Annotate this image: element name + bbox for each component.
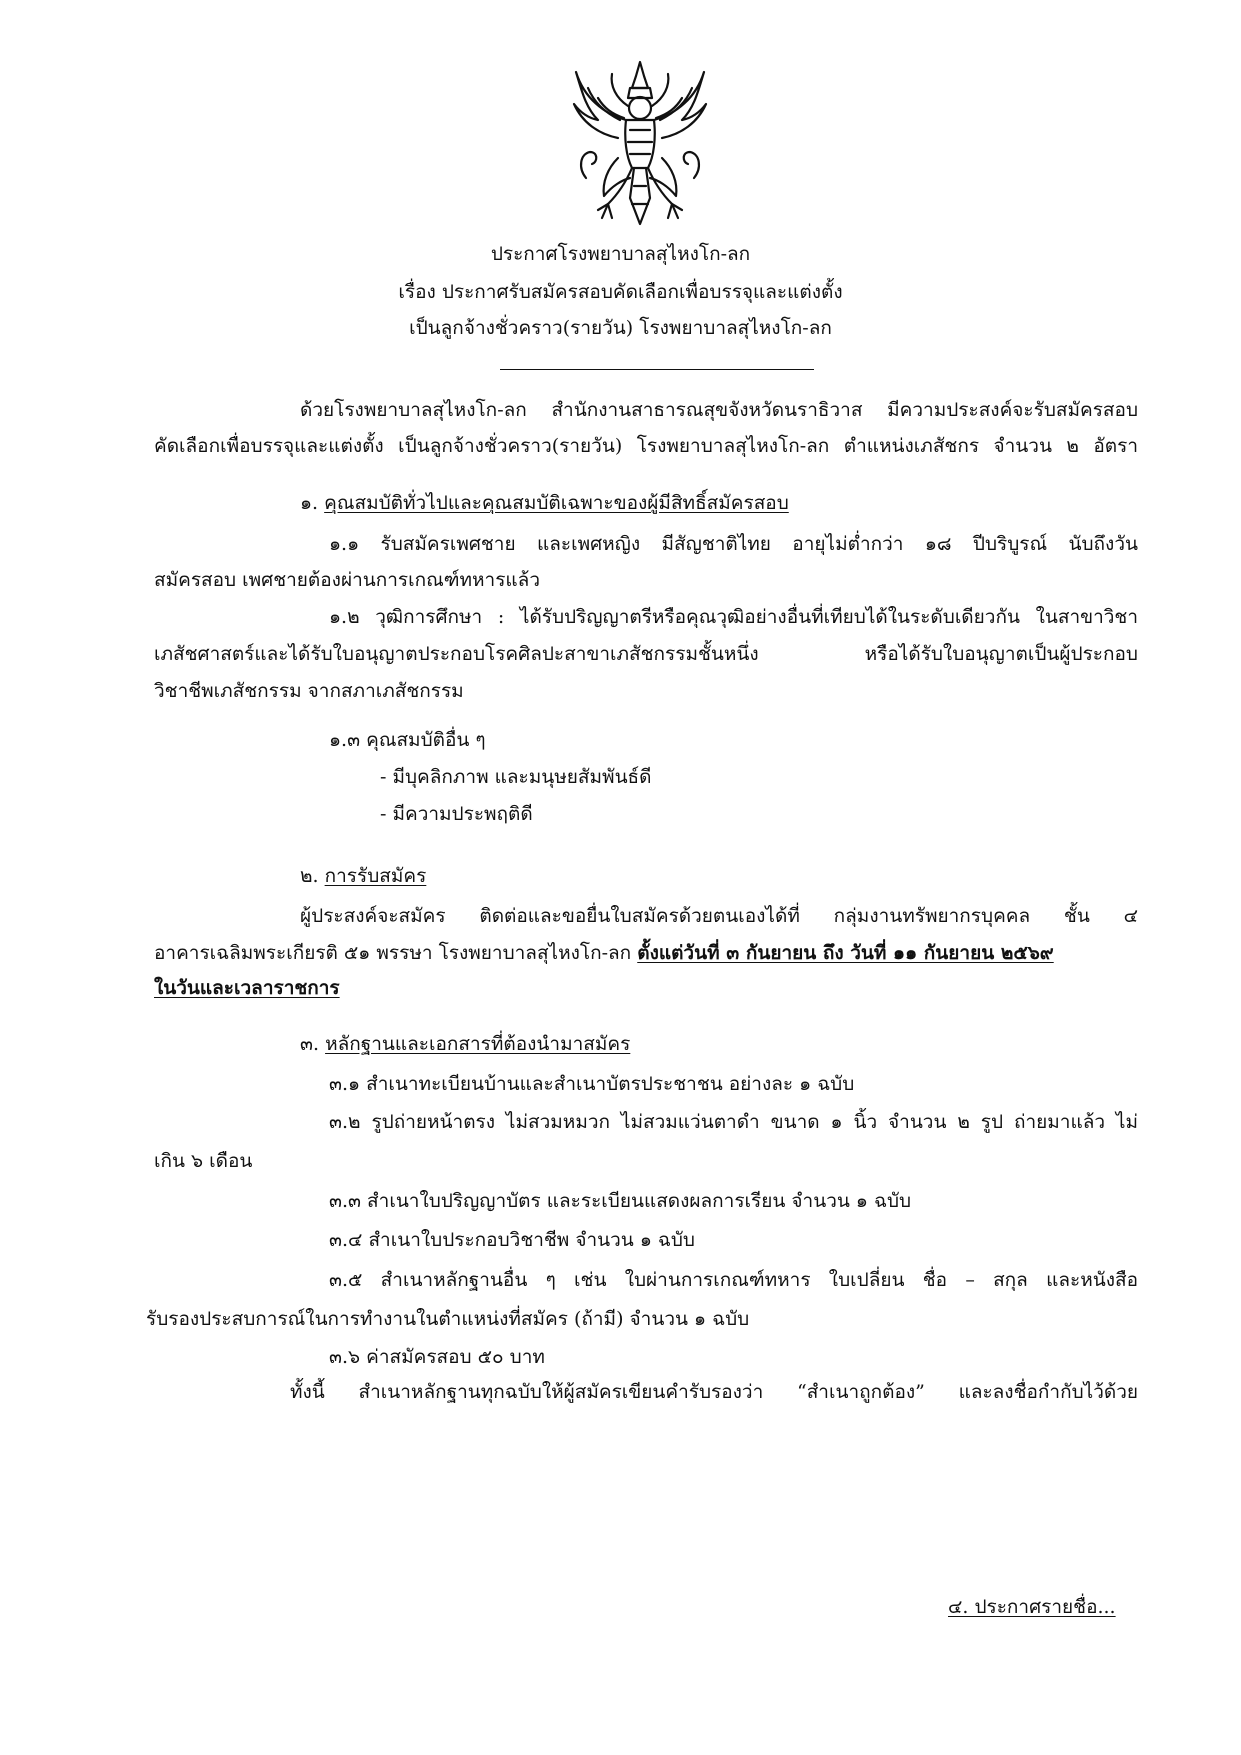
section-3-item-1: ๓.๑ สำเนาทะเบียนบ้านและสำเนาบัตรประชาชน อย่างละ ๑ ฉบับ [329,1073,855,1095]
section-1-item-1-line-1: ๑.๑ รับสมัครเพศชาย และเพศหญิง มีสัญชาติไทย อายุไม่ต่ำกว่า ๑๘ ปีบริบูรณ์ นับถึงวัน [329,533,1138,555]
section-1-item-2-line-1: ๑.๒ วุฒิการศึกษา : ได้รับปริญญาตรีหรือคุณวุฒิอย่างอื่นที่เทียบได้ในระดับเดียวกัน ในสาขาวิชา [329,606,1138,628]
section-1-number: ๑. [300,492,319,514]
section-1-title: คุณสมบัติทั่วไปและคุณสมบัติเฉพาะของผู้มีสิทธิ์สมัครสอบ [324,492,789,514]
section-3-heading [300,1030,630,1058]
section-2-line-3: ในวันและเวลาราชการ [154,977,340,999]
section-3-item-2-line-1: ๓.๒ รูปถ่ายหน้าตรง ไม่สวมหมวก ไม่สวมแว่นตาดำ ขนาด ๑ นิ้ว จำนวน ๒ รูป ถ่ายมาแล้ว ไม่ [329,1111,1138,1133]
section-3-item-3: ๓.๓ สำเนาใบปริญญาบัตร และระเบียนแสดงผลการเรียน จำนวน ๑ ฉบับ [329,1190,912,1212]
section-2-heading [300,862,426,890]
section-1-item-3-bullet-a: - มีบุคลิกภาพ และมนุษยสัมพันธ์ดี [380,766,652,788]
section-3-note: ทั้งนี้ สำเนาหลักฐานทุกฉบับให้ผู้สมัครเขียนคำรับรองว่า “สำเนาถูกต้อง” และลงชื่อกำกับไว้ด้วย [290,1381,1138,1403]
section-1-heading [300,489,789,517]
section-3-number: ๓. [300,1033,320,1055]
header-divider [500,369,814,370]
section-3-item-6: ๓.๖ ค่าสมัครสอบ ๕๐ บาท [329,1346,545,1368]
announcement-title: ประกาศโรงพยาบาลสุไหงโก-ลก [490,243,751,265]
section-1-item-1-line-2: สมัครสอบ เพศชายต้องผ่านการเกณฑ์ทหารแล้ว [154,569,540,591]
page-continuation-text: ๔. ประกาศรายชื่อ... [948,1596,1116,1618]
intro-line-1: ด้วยโรงพยาบาลสุไหงโก-ลก สำนักงานสาธารณสุขจังหวัดนราธิวาส มีความประสงค์จะรับสมัครสอบ [300,399,1138,421]
section-3-item-2-line-2: เกิน ๖ เดือน [154,1150,253,1172]
announcement-subject-line2: เป็นลูกจ้างชั่วคราว(รายวัน) โรงพยาบาลสุไหงโก-ลก [409,317,832,339]
section-2-date-range: ตั้งแต่วันที่ ๓ กันยายน ถึง วันที่ ๑๑ กันยายน ๒๕๖๙ [637,942,1054,964]
page-continuation [948,1593,1116,1621]
section-2-line-1: ผู้ประสงค์จะสมัคร ติดต่อและขอยื่นใบสมัครด้วยตนเองได้ที่ กลุ่มงานทรัพยากรบุคคล ชั้น ๔ [300,905,1138,927]
intro-line-2: คัดเลือกเพื่อบรรจุและแต่งตั้ง เป็นลูกจ้างชั่วคราว(รายวัน) โรงพยาบาลสุไหงโก-ลก ตำแหน่งเภสัชกร จำนวน ๒ อัตรา [154,435,1138,457]
section-1-item-3-bullet-b: - มีความประพฤติดี [380,803,533,825]
section-3-item-5-line-1: ๓.๕ สำเนาหลักฐานอื่น ๆ เช่น ใบผ่านการเกณฑ์ทหาร ใบเปลี่ยน ชื่อ – สกุล และหนังสือ [329,1269,1138,1291]
section-2-location: อาคารเฉลิมพระเกียรติ ๕๑ พรรษา โรงพยาบาลสุไหงโก-ลก [154,942,638,964]
section-1-item-2-line-2: เภสัชศาสตร์และได้รับใบอนุญาตประกอบโรคศิลปะสาขาเภสัชกรรมชั้นหนึ่ง หรือได้รับใบอนุญาตเป็นผู้ประกอบ [154,643,1138,665]
section-1-item-3: ๑.๓ คุณสมบัติอื่น ๆ [329,729,486,751]
announcement-subject: เรื่อง ประกาศรับสมัครสอบคัดเลือกเพื่อบรรจุและแต่งตั้ง [398,281,843,303]
section-1-item-2-line-3: วิชาชีพเภสัชกรรม จากสภาเภสัชกรรม [154,680,464,702]
section-2-title: การรับสมัคร [324,865,427,887]
section-3-item-4: ๓.๔ สำเนาใบประกอบวิชาชีพ จำนวน ๑ ฉบับ [329,1229,695,1251]
garuda-emblem-icon [568,58,712,230]
section-3-item-5-line-2: รับรองประสบการณ์ในการทำงานในตำแหน่งที่สมัคร (ถ้ามี) จำนวน ๑ ฉบับ [146,1308,750,1330]
section-3-title: หลักฐานและเอกสารที่ต้องนำมาสมัคร [325,1033,631,1055]
section-2-line-2 [154,939,1054,967]
section-2-number: ๒. [300,865,319,887]
